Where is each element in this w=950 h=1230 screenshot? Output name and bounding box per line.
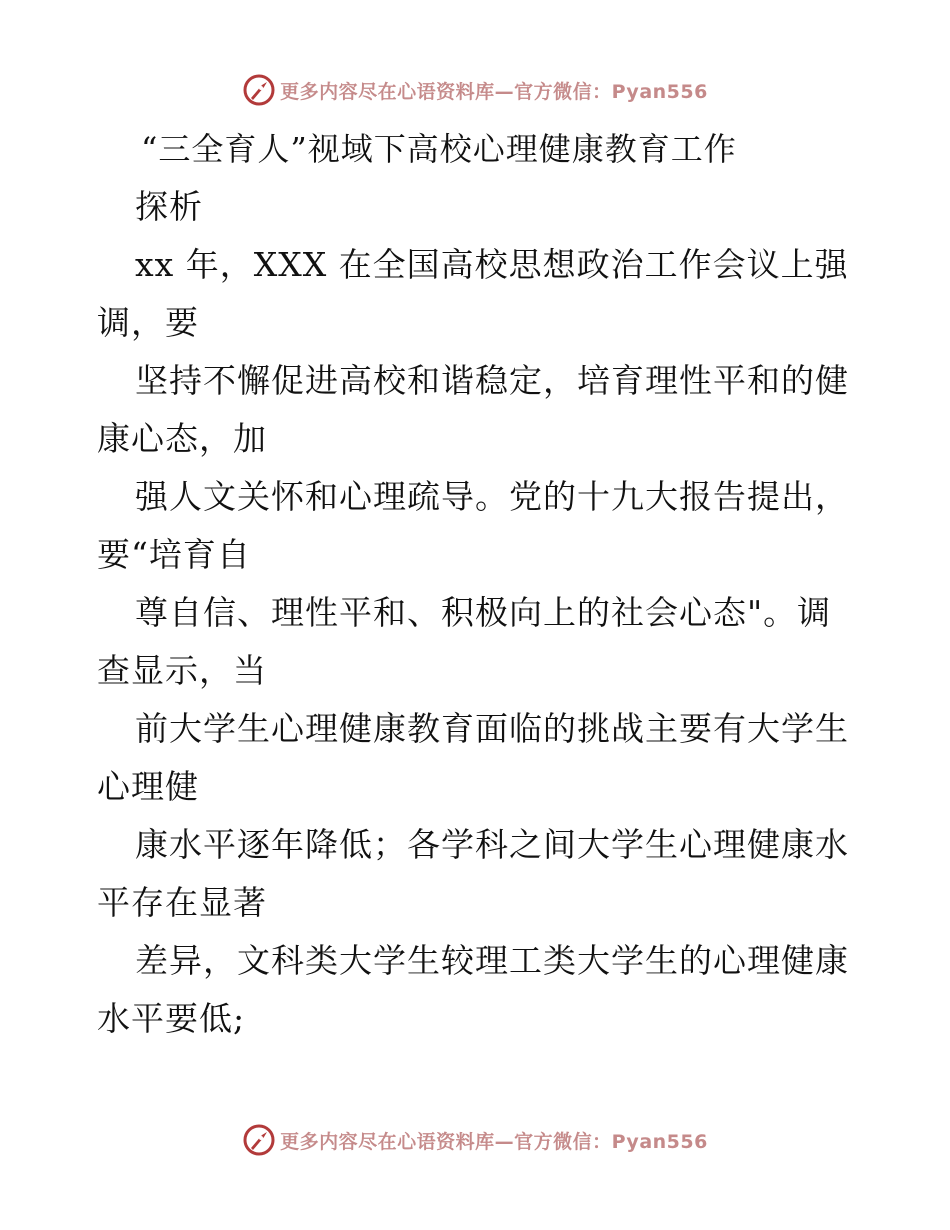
paragraph-line: 心理健 — [97, 767, 199, 806]
paragraph-line: 水平要低; — [97, 999, 246, 1038]
paragraph-line: 调，要 — [97, 303, 199, 342]
paragraph-line: 查显示，当 — [97, 651, 267, 690]
paragraph-line: 坚持不懈促进高校和谐稳定，培育理性平和的健 — [135, 361, 849, 400]
pen-nib-circle-icon — [242, 73, 276, 107]
header-banner — [0, 70, 950, 110]
pen-nib-circle-icon — [242, 1123, 276, 1157]
footer-banner — [0, 1120, 950, 1160]
paragraph-line: 康水平逐年降低；各学科之间大学生心理健康水 — [135, 825, 849, 864]
paragraph-line: 平存在显著 — [97, 883, 267, 922]
document-title-line-1: “三全育人”视域下高校心理健康教育工作 — [141, 130, 737, 168]
paragraph-line: 尊自信、理性平和、积极向上的社会心态"。调 — [135, 593, 832, 632]
footer-text: 更多内容尽在心语资料库—官方微信：Pyan556 — [280, 1130, 708, 1153]
paragraph-line: 差异，文科类大学生较理工类大学生的心理健康 — [135, 941, 849, 980]
paragraph-line: xx 年，XXX 在全国高校思想政治工作会议上强 — [135, 245, 849, 284]
paragraph-line: 康心态，加 — [97, 419, 267, 458]
paragraph-line: 强人文关怀和心理疏导。党的十九大报告提出， — [135, 477, 849, 516]
paragraph-line: 要“培育自 — [97, 535, 251, 574]
document-body — [97, 120, 867, 1048]
paragraph-line: 前大学生心理健康教育面临的挑战主要有大学生 — [135, 709, 849, 748]
document-title-line-2: 探析 — [135, 187, 203, 226]
header-text: 更多内容尽在心语资料库—官方微信：Pyan556 — [280, 80, 708, 103]
